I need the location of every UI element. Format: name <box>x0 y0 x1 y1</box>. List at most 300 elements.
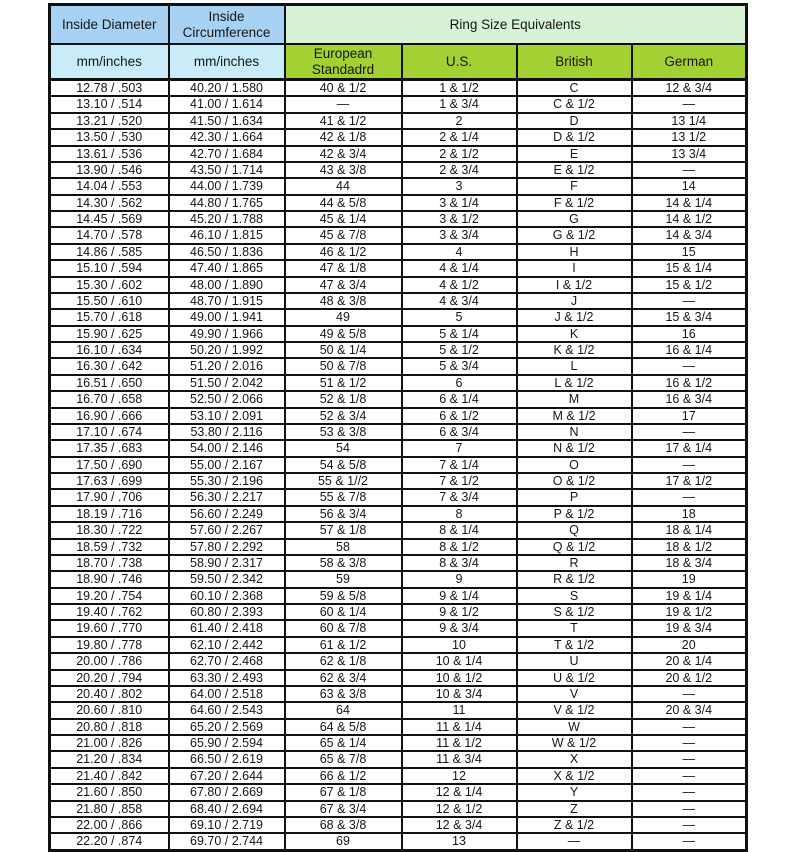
cell-inside-diameter: 14.30 / .562 <box>50 195 169 211</box>
cell-european-standard: 49 & 5/8 <box>285 326 402 342</box>
cell-german: — <box>632 489 747 505</box>
cell-british: M & 1/2 <box>517 408 632 424</box>
cell-inside-diameter: 18.59 / .732 <box>50 539 169 555</box>
cell-british: X & 1/2 <box>517 768 632 784</box>
cell-inside-circumference: 52.50 / 2.066 <box>169 391 285 407</box>
cell-european-standard: 64 <box>285 702 402 718</box>
cell-us: 7 & 1/4 <box>402 457 517 473</box>
cell-inside-circumference: 50.20 / 1.992 <box>169 342 285 358</box>
cell-inside-diameter: 20.00 / .786 <box>50 653 169 669</box>
header-ring-size-equivalents: Ring Size Equivalents <box>285 5 747 45</box>
cell-us: 1 & 3/4 <box>402 96 517 112</box>
cell-inside-circumference: 46.10 / 1.815 <box>169 227 285 243</box>
table-row <box>50 751 747 767</box>
cell-inside-diameter: 16.70 / .658 <box>50 391 169 407</box>
cell-european-standard: 58 <box>285 539 402 555</box>
cell-european-standard: 51 & 1/2 <box>285 375 402 391</box>
cell-inside-circumference: 57.80 / 2.292 <box>169 539 285 555</box>
cell-german: 16 & 1/4 <box>632 342 747 358</box>
cell-european-standard: 47 & 3/4 <box>285 277 402 293</box>
ring-size-table <box>48 3 748 852</box>
cell-european-standard: 40 & 1/2 <box>285 80 402 97</box>
cell-british: G <box>517 211 632 227</box>
cell-us: 7 <box>402 440 517 456</box>
table-row <box>50 833 747 850</box>
cell-german: 20 & 1/2 <box>632 670 747 686</box>
cell-british: P <box>517 489 632 505</box>
cell-us: 5 <box>402 309 517 325</box>
cell-european-standard: 50 & 7/8 <box>285 358 402 374</box>
table-row <box>50 211 747 227</box>
cell-german: 19 & 1/4 <box>632 588 747 604</box>
table-row <box>50 686 747 702</box>
cell-inside-diameter: 13.21 / .520 <box>50 113 169 129</box>
cell-us: 6 <box>402 375 517 391</box>
cell-german: 18 & 1/4 <box>632 522 747 538</box>
cell-us: 3 <box>402 178 517 194</box>
cell-british: F & 1/2 <box>517 195 632 211</box>
cell-inside-diameter: 19.40 / .762 <box>50 604 169 620</box>
cell-inside-circumference: 47.40 / 1.865 <box>169 260 285 276</box>
cell-us: 11 & 1/2 <box>402 735 517 751</box>
table-row <box>50 162 747 178</box>
cell-british: Q & 1/2 <box>517 539 632 555</box>
cell-german: — <box>632 833 747 850</box>
cell-european-standard: 50 & 1/4 <box>285 342 402 358</box>
table-row <box>50 227 747 243</box>
table-row <box>50 670 747 686</box>
table-row <box>50 653 747 669</box>
cell-german: — <box>632 817 747 833</box>
cell-inside-circumference: 55.00 / 2.167 <box>169 457 285 473</box>
cell-inside-circumference: 42.30 / 1.664 <box>169 129 285 145</box>
subheader-circumference-units: mm/inches <box>169 44 285 80</box>
cell-inside-diameter: 22.00 / .866 <box>50 817 169 833</box>
cell-us: 9 <box>402 571 517 587</box>
cell-european-standard: 61 & 1/2 <box>285 637 402 653</box>
cell-inside-circumference: 43.50 / 1.714 <box>169 162 285 178</box>
cell-german: — <box>632 719 747 735</box>
table-row <box>50 277 747 293</box>
cell-german: 20 & 3/4 <box>632 702 747 718</box>
table-row <box>50 457 747 473</box>
cell-inside-circumference: 67.80 / 2.669 <box>169 784 285 800</box>
table-row <box>50 637 747 653</box>
cell-inside-circumference: 66.50 / 2.619 <box>169 751 285 767</box>
cell-us: 2 <box>402 113 517 129</box>
cell-european-standard: 67 & 3/4 <box>285 801 402 817</box>
cell-us: 10 & 1/4 <box>402 653 517 669</box>
cell-inside-diameter: 16.10 / .634 <box>50 342 169 358</box>
cell-german: 14 <box>632 178 747 194</box>
table-row <box>50 326 747 342</box>
cell-us: 6 & 3/4 <box>402 424 517 440</box>
cell-inside-diameter: 16.30 / .642 <box>50 358 169 374</box>
cell-european-standard: 66 & 1/2 <box>285 768 402 784</box>
cell-inside-circumference: 49.90 / 1.966 <box>169 326 285 342</box>
cell-british: N <box>517 424 632 440</box>
cell-inside-circumference: 64.60 / 2.543 <box>169 702 285 718</box>
cell-us: 11 & 3/4 <box>402 751 517 767</box>
cell-inside-diameter: 22.20 / .874 <box>50 833 169 850</box>
cell-inside-diameter: 18.90 / .746 <box>50 571 169 587</box>
cell-german: 16 & 1/2 <box>632 375 747 391</box>
cell-british: J <box>517 293 632 309</box>
cell-inside-diameter: 15.30 / .602 <box>50 277 169 293</box>
cell-german: 18 & 3/4 <box>632 555 747 571</box>
cell-german: — <box>632 768 747 784</box>
cell-european-standard: 49 <box>285 309 402 325</box>
cell-british: G & 1/2 <box>517 227 632 243</box>
cell-inside-diameter: 14.86 / .585 <box>50 244 169 260</box>
table-row <box>50 358 747 374</box>
cell-us: 8 & 1/2 <box>402 539 517 555</box>
cell-british: Z <box>517 801 632 817</box>
cell-european-standard: 44 & 5/8 <box>285 195 402 211</box>
cell-inside-circumference: 60.10 / 2.368 <box>169 588 285 604</box>
cell-us: 9 & 1/2 <box>402 604 517 620</box>
cell-inside-diameter: 20.40 / .802 <box>50 686 169 702</box>
table-row <box>50 473 747 489</box>
table-row <box>50 375 747 391</box>
cell-british: D <box>517 113 632 129</box>
cell-european-standard: 44 <box>285 178 402 194</box>
cell-us: 12 & 3/4 <box>402 817 517 833</box>
cell-british: F <box>517 178 632 194</box>
table-header <box>50 5 747 80</box>
cell-inside-diameter: 15.10 / .594 <box>50 260 169 276</box>
cell-us: 7 & 3/4 <box>402 489 517 505</box>
table-row <box>50 571 747 587</box>
cell-british: M <box>517 391 632 407</box>
cell-inside-diameter: 19.20 / .754 <box>50 588 169 604</box>
cell-european-standard: 47 & 1/8 <box>285 260 402 276</box>
cell-european-standard: 62 & 1/8 <box>285 653 402 669</box>
cell-german: 14 & 1/2 <box>632 211 747 227</box>
cell-inside-diameter: 17.35 / .683 <box>50 440 169 456</box>
table-row <box>50 489 747 505</box>
cell-british: V <box>517 686 632 702</box>
table-row <box>50 719 747 735</box>
cell-us: 11 <box>402 702 517 718</box>
cell-inside-diameter: 21.00 / .826 <box>50 735 169 751</box>
cell-european-standard: 69 <box>285 833 402 850</box>
table-row <box>50 555 747 571</box>
cell-us: 10 <box>402 637 517 653</box>
subheader-german: German <box>632 44 747 80</box>
cell-us: 4 & 1/4 <box>402 260 517 276</box>
cell-german: 16 & 3/4 <box>632 391 747 407</box>
cell-inside-diameter: 13.10 / .514 <box>50 96 169 112</box>
header-inside-diameter: Inside Diameter <box>50 5 169 45</box>
table-row <box>50 702 747 718</box>
cell-inside-diameter: 18.70 / .738 <box>50 555 169 571</box>
cell-inside-diameter: 13.50 / .530 <box>50 129 169 145</box>
cell-british: W & 1/2 <box>517 735 632 751</box>
subheader-diameter-units: mm/inches <box>50 44 169 80</box>
cell-inside-diameter: 19.80 / .778 <box>50 637 169 653</box>
cell-european-standard: 46 & 1/2 <box>285 244 402 260</box>
table-row <box>50 342 747 358</box>
cell-us: 9 & 1/4 <box>402 588 517 604</box>
cell-german: 14 & 3/4 <box>632 227 747 243</box>
cell-german: 16 <box>632 326 747 342</box>
cell-inside-diameter: 20.60 / .810 <box>50 702 169 718</box>
table-row <box>50 768 747 784</box>
cell-british: D & 1/2 <box>517 129 632 145</box>
cell-inside-diameter: 13.61 / .536 <box>50 146 169 162</box>
cell-german: 19 & 1/2 <box>632 604 747 620</box>
cell-british: R & 1/2 <box>517 571 632 587</box>
cell-inside-circumference: 41.00 / 1.614 <box>169 96 285 112</box>
cell-european-standard: 54 <box>285 440 402 456</box>
cell-inside-circumference: 63.30 / 2.493 <box>169 670 285 686</box>
cell-german: 17 <box>632 408 747 424</box>
cell-us: 5 & 3/4 <box>402 358 517 374</box>
table-row <box>50 735 747 751</box>
cell-european-standard: — <box>285 96 402 112</box>
cell-inside-circumference: 40.20 / 1.580 <box>169 80 285 97</box>
cell-us: 10 & 1/2 <box>402 670 517 686</box>
cell-british: C <box>517 80 632 97</box>
cell-european-standard: 55 & 7/8 <box>285 489 402 505</box>
cell-inside-diameter: 19.60 / .770 <box>50 620 169 636</box>
cell-european-standard: 52 & 3/4 <box>285 408 402 424</box>
cell-us: 9 & 3/4 <box>402 620 517 636</box>
cell-british: O & 1/2 <box>517 473 632 489</box>
cell-us: 12 & 1/2 <box>402 801 517 817</box>
cell-us: 8 & 3/4 <box>402 555 517 571</box>
table-row <box>50 817 747 833</box>
cell-inside-circumference: 53.10 / 2.091 <box>169 408 285 424</box>
cell-inside-circumference: 64.00 / 2.518 <box>169 686 285 702</box>
cell-inside-circumference: 49.00 / 1.941 <box>169 309 285 325</box>
cell-inside-circumference: 54.00 / 2.146 <box>169 440 285 456</box>
table-row <box>50 129 747 145</box>
cell-german: — <box>632 784 747 800</box>
cell-inside-circumference: 48.70 / 1.915 <box>169 293 285 309</box>
table-row <box>50 80 747 97</box>
cell-inside-circumference: 57.60 / 2.267 <box>169 522 285 538</box>
table-row <box>50 244 747 260</box>
cell-german: — <box>632 457 747 473</box>
cell-inside-circumference: 61.40 / 2.418 <box>169 620 285 636</box>
cell-european-standard: 56 & 3/4 <box>285 506 402 522</box>
cell-british: V & 1/2 <box>517 702 632 718</box>
cell-inside-diameter: 16.90 / .666 <box>50 408 169 424</box>
cell-us: 3 & 1/4 <box>402 195 517 211</box>
cell-german: 18 <box>632 506 747 522</box>
cell-british: T <box>517 620 632 636</box>
cell-inside-circumference: 53.80 / 2.116 <box>169 424 285 440</box>
cell-german: — <box>632 424 747 440</box>
header-row-2 <box>50 44 747 80</box>
cell-us: 13 <box>402 833 517 850</box>
cell-german: 19 <box>632 571 747 587</box>
cell-inside-circumference: 44.00 / 1.739 <box>169 178 285 194</box>
cell-german: — <box>632 801 747 817</box>
cell-inside-diameter: 21.40 / .842 <box>50 768 169 784</box>
cell-german: — <box>632 162 747 178</box>
cell-inside-diameter: 21.20 / .834 <box>50 751 169 767</box>
cell-inside-diameter: 14.04 / .553 <box>50 178 169 194</box>
cell-german: 15 & 1/2 <box>632 277 747 293</box>
cell-european-standard: 54 & 5/8 <box>285 457 402 473</box>
cell-european-standard: 57 & 1/8 <box>285 522 402 538</box>
cell-european-standard: 45 & 7/8 <box>285 227 402 243</box>
cell-european-standard: 59 & 5/8 <box>285 588 402 604</box>
cell-us: 8 <box>402 506 517 522</box>
cell-european-standard: 67 & 1/8 <box>285 784 402 800</box>
cell-european-standard: 53 & 3/8 <box>285 424 402 440</box>
table-row <box>50 784 747 800</box>
table-row <box>50 146 747 162</box>
cell-inside-circumference: 65.20 / 2.569 <box>169 719 285 735</box>
cell-inside-diameter: 20.80 / .818 <box>50 719 169 735</box>
cell-british: E & 1/2 <box>517 162 632 178</box>
cell-inside-circumference: 41.50 / 1.634 <box>169 113 285 129</box>
cell-european-standard: 42 & 3/4 <box>285 146 402 162</box>
cell-german: 12 & 3/4 <box>632 80 747 97</box>
cell-us: 5 & 1/2 <box>402 342 517 358</box>
cell-german: 17 & 1/2 <box>632 473 747 489</box>
cell-british: I <box>517 260 632 276</box>
cell-inside-diameter: 21.80 / .858 <box>50 801 169 817</box>
header-inside-circumference: Inside Circumference <box>169 5 285 45</box>
cell-british: Y <box>517 784 632 800</box>
cell-german: 13 1/2 <box>632 129 747 145</box>
cell-us: 3 & 1/2 <box>402 211 517 227</box>
cell-inside-circumference: 56.30 / 2.217 <box>169 489 285 505</box>
cell-inside-circumference: 55.30 / 2.196 <box>169 473 285 489</box>
cell-european-standard: 68 & 3/8 <box>285 817 402 833</box>
cell-inside-diameter: 15.70 / .618 <box>50 309 169 325</box>
cell-inside-circumference: 62.10 / 2.442 <box>169 637 285 653</box>
cell-inside-circumference: 68.40 / 2.694 <box>169 801 285 817</box>
table-row <box>50 309 747 325</box>
cell-british: W <box>517 719 632 735</box>
cell-inside-circumference: 62.70 / 2.468 <box>169 653 285 669</box>
cell-inside-circumference: 56.60 / 2.249 <box>169 506 285 522</box>
cell-british: U <box>517 653 632 669</box>
cell-inside-diameter: 20.20 / .794 <box>50 670 169 686</box>
cell-us: 12 <box>402 768 517 784</box>
cell-inside-circumference: 48.00 / 1.890 <box>169 277 285 293</box>
cell-british: K <box>517 326 632 342</box>
cell-british: R <box>517 555 632 571</box>
cell-us: 10 & 3/4 <box>402 686 517 702</box>
table-body <box>50 80 747 851</box>
cell-inside-diameter: 13.90 / .546 <box>50 162 169 178</box>
cell-inside-diameter: 21.60 / .850 <box>50 784 169 800</box>
cell-british: Z & 1/2 <box>517 817 632 833</box>
table-row <box>50 539 747 555</box>
cell-us: 2 & 1/4 <box>402 129 517 145</box>
cell-european-standard: 63 & 3/8 <box>285 686 402 702</box>
table-row <box>50 260 747 276</box>
cell-inside-circumference: 46.50 / 1.836 <box>169 244 285 260</box>
table-row <box>50 522 747 538</box>
cell-european-standard: 65 & 1/4 <box>285 735 402 751</box>
cell-us: 2 & 3/4 <box>402 162 517 178</box>
table-row <box>50 391 747 407</box>
cell-european-standard: 52 & 1/8 <box>285 391 402 407</box>
cell-us: 4 & 3/4 <box>402 293 517 309</box>
cell-us: 3 & 3/4 <box>402 227 517 243</box>
cell-german: 15 <box>632 244 747 260</box>
cell-inside-diameter: 17.10 / .674 <box>50 424 169 440</box>
cell-european-standard: 58 & 3/8 <box>285 555 402 571</box>
cell-us: 8 & 1/4 <box>402 522 517 538</box>
cell-german: — <box>632 735 747 751</box>
cell-inside-diameter: 14.45 / .569 <box>50 211 169 227</box>
table-row <box>50 620 747 636</box>
cell-inside-diameter: 18.30 / .722 <box>50 522 169 538</box>
cell-european-standard: 64 & 5/8 <box>285 719 402 735</box>
cell-german: — <box>632 358 747 374</box>
table-row <box>50 195 747 211</box>
table-row <box>50 588 747 604</box>
cell-us: 4 <box>402 244 517 260</box>
subheader-us: U.S. <box>402 44 517 80</box>
table-row <box>50 440 747 456</box>
table-row <box>50 408 747 424</box>
cell-inside-circumference: 59.50 / 2.342 <box>169 571 285 587</box>
cell-european-standard: 45 & 1/4 <box>285 211 402 227</box>
cell-german: 14 & 1/4 <box>632 195 747 211</box>
cell-british: Q <box>517 522 632 538</box>
cell-british: T & 1/2 <box>517 637 632 653</box>
table-row <box>50 113 747 129</box>
cell-german: — <box>632 96 747 112</box>
cell-european-standard: 62 & 3/4 <box>285 670 402 686</box>
cell-german: 15 & 3/4 <box>632 309 747 325</box>
table-row <box>50 424 747 440</box>
cell-british: N & 1/2 <box>517 440 632 456</box>
cell-inside-circumference: 42.70 / 1.684 <box>169 146 285 162</box>
cell-inside-diameter: 12.78 / .503 <box>50 80 169 97</box>
cell-inside-circumference: 51.20 / 2.016 <box>169 358 285 374</box>
cell-german: 17 & 1/4 <box>632 440 747 456</box>
cell-inside-diameter: 17.63 / .699 <box>50 473 169 489</box>
cell-inside-circumference: 69.70 / 2.744 <box>169 833 285 850</box>
cell-inside-circumference: 45.20 / 1.788 <box>169 211 285 227</box>
cell-european-standard: 65 & 7/8 <box>285 751 402 767</box>
cell-british: S & 1/2 <box>517 604 632 620</box>
cell-us: 2 & 1/2 <box>402 146 517 162</box>
cell-inside-circumference: 67.20 / 2.644 <box>169 768 285 784</box>
cell-german: — <box>632 751 747 767</box>
cell-european-standard: 60 & 1/4 <box>285 604 402 620</box>
cell-inside-diameter: 17.90 / .706 <box>50 489 169 505</box>
cell-german: 20 & 1/4 <box>632 653 747 669</box>
cell-british: E <box>517 146 632 162</box>
table-row <box>50 801 747 817</box>
cell-british: U & 1/2 <box>517 670 632 686</box>
cell-german: 15 & 1/4 <box>632 260 747 276</box>
cell-inside-circumference: 44.80 / 1.765 <box>169 195 285 211</box>
table-row <box>50 178 747 194</box>
cell-german: 18 & 1/2 <box>632 539 747 555</box>
cell-british: X <box>517 751 632 767</box>
cell-us: 6 & 1/4 <box>402 391 517 407</box>
table-row <box>50 506 747 522</box>
cell-british: L <box>517 358 632 374</box>
cell-inside-circumference: 60.80 / 2.393 <box>169 604 285 620</box>
cell-inside-circumference: 65.90 / 2.594 <box>169 735 285 751</box>
subheader-european-standard: European Standadrd <box>285 44 402 80</box>
cell-us: 1 & 1/2 <box>402 80 517 97</box>
